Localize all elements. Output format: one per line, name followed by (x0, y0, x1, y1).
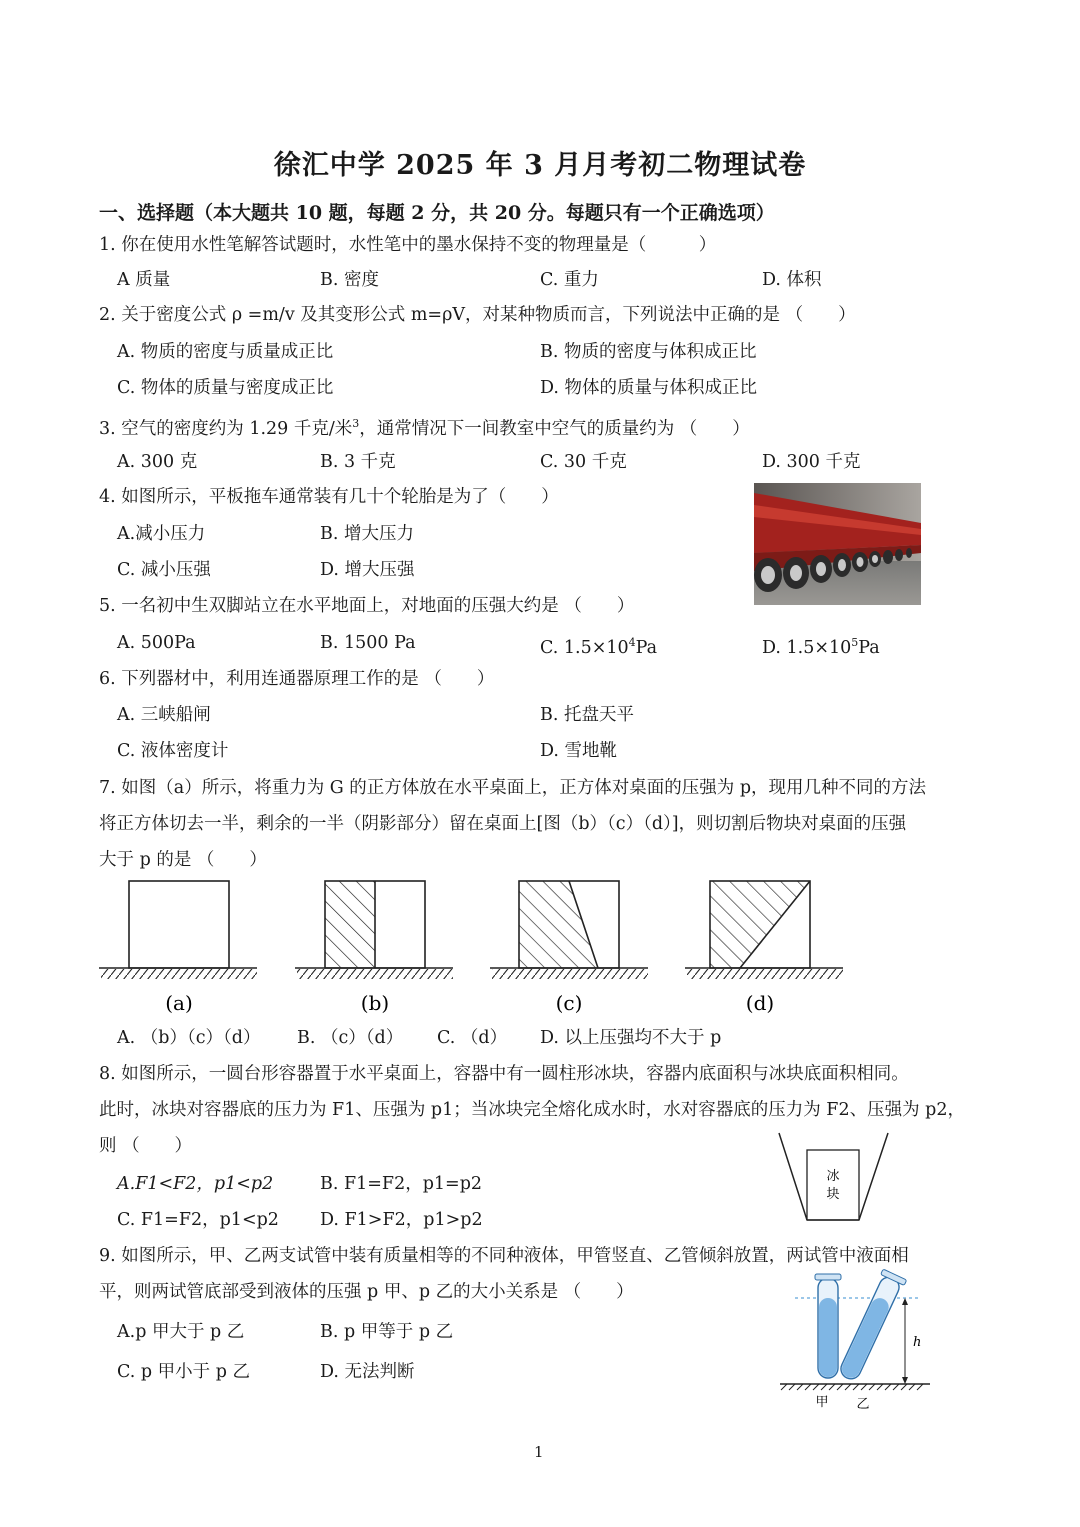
q3-option-c[interactable]: C. 30 千克 (540, 452, 627, 472)
height-label: h (913, 1335, 922, 1350)
q9-test-tubes-figure (775, 1268, 935, 1413)
ice-label-2: 块 (826, 1187, 840, 1202)
question-9-line2: 平，则两试管底部受到液体的压强 p 甲、p 乙的大小关系是 （ ） (99, 1282, 634, 1302)
page-number: 1 (534, 1443, 544, 1461)
question-7-line2: 将正方体切去一半，剩余的一半（阴影部分）留在桌面上[图（b）（c）（d）]，则切割后物块对桌面的压强 (99, 814, 907, 834)
q3-text-after: ，通常情况下一间教室中空气的质量约为 （ ） (359, 418, 750, 439)
q5-option-c-base: C. 1.5×10 (540, 637, 629, 658)
q5-option-c[interactable] (540, 631, 657, 660)
q8-option-b[interactable]: B. F1=F2，p1=p2 (320, 1174, 483, 1194)
question-7-line3: 大于 p 的是 （ ） (99, 850, 267, 870)
q7-option-b[interactable]: B. （c）（d） (297, 1028, 404, 1048)
q4-option-d[interactable]: D. 增大压强 (320, 560, 415, 580)
question-9-line1: 9. 如图所示，甲、乙两支试管中装有质量相等的不同种液体，甲管竖直、乙管倾斜放置，两试管中液面相 (99, 1246, 909, 1266)
q5-option-d[interactable] (762, 631, 880, 660)
question-5: 5. 一名初中生双脚站立在水平地面上，对地面的压强大约是 （ ） (99, 596, 635, 616)
q6-option-b[interactable]: B. 托盘天平 (540, 705, 634, 725)
q2-option-c[interactable]: C. 物体的质量与密度成正比 (117, 378, 334, 398)
flatbed-trailer-photo (754, 483, 921, 605)
question-1: 1. 你在使用水性笔解答试题时，水性笔中的墨水保持不变的物理量是（ ） (99, 235, 717, 255)
tube-yi-label: 乙 (856, 1397, 870, 1412)
q2-option-d[interactable]: D. 物体的质量与体积成正比 (540, 378, 758, 398)
figure-c (490, 881, 648, 979)
q7-option-c[interactable]: C. （d） (437, 1028, 508, 1048)
question-3 (99, 412, 750, 441)
question-6: 6. 下列器材中，利用连通器原理工作的是 （ ） (99, 669, 495, 689)
figure-b (295, 881, 453, 979)
q1-option-c[interactable]: C. 重力 (540, 270, 599, 290)
figure-d-label: (d) (745, 991, 775, 1015)
section-heading: 一、选择题（本大题共 10 题，每题 2 分，共 20 分。每题只有一个正确选项） (99, 202, 775, 224)
figure-c-label: (c) (555, 991, 583, 1015)
q1-option-b[interactable]: B. 密度 (320, 270, 379, 290)
q8-container-figure (775, 1130, 895, 1225)
q1-option-a[interactable]: A 质量 (117, 270, 171, 290)
q4-option-b[interactable]: B. 增大压力 (320, 524, 414, 544)
question-8-line2: 此时，冰块对容器底的压力为 F1、压强为 p1；当冰块完全熔化成水时，水对容器底的压力为 F2、压强为 p2， (99, 1100, 965, 1120)
q6-option-a[interactable]: A. 三峡船闸 (117, 705, 211, 725)
q3-text-before: 3. 空气的密度约为 1.29 千克/米 (99, 418, 353, 439)
q8-option-d[interactable]: D. F1>F2，p1>p2 (320, 1210, 483, 1230)
q4-option-c[interactable]: C. 减小压强 (117, 560, 211, 580)
question-4: 4. 如图所示，平板拖车通常装有几十个轮胎是为了（ ） (99, 487, 559, 507)
q6-option-c[interactable]: C. 液体密度计 (117, 741, 229, 761)
q7-cube-figures (95, 875, 855, 1020)
q2-option-a[interactable]: A. 物质的密度与质量成正比 (117, 342, 334, 362)
q9-option-d[interactable]: D. 无法判断 (320, 1362, 415, 1382)
q3-option-a[interactable]: A. 300 克 (117, 452, 198, 472)
q5-option-a[interactable]: A. 500Pa (117, 633, 196, 653)
q3-exponent: 3 (352, 417, 360, 430)
q5-option-c-unit: Pa (635, 637, 658, 658)
q8-option-c[interactable]: C. F1=F2，p1<p2 (117, 1210, 279, 1230)
q2-option-b[interactable]: B. 物质的密度与体积成正比 (540, 342, 757, 362)
figure-d (685, 881, 843, 979)
figure-a-label: (a) (165, 991, 193, 1015)
figure-b-label: (b) (360, 991, 390, 1015)
q5-option-c-exp: 4 (628, 636, 636, 649)
q3-option-d[interactable]: D. 300 千克 (762, 452, 861, 472)
question-8-line1: 8. 如图所示，一圆台形容器置于水平桌面上，容器中有一圆柱形冰块，容器内底面积与冰块底面积相同。 (99, 1064, 909, 1084)
page-title: 徐汇中学 2025 年 3 月月考初二物理试卷 (273, 150, 807, 181)
q5-option-d-unit: Pa (858, 637, 880, 658)
tube-jia-label: 甲 (815, 1395, 829, 1410)
q5-option-d-exp: 5 (851, 636, 859, 649)
q3-option-b[interactable]: B. 3 千克 (320, 452, 396, 472)
q8-option-a[interactable]: A.F1<F2，p1<p2 (117, 1174, 274, 1194)
q7-option-d[interactable]: D. 以上压强均不大于 p (540, 1028, 722, 1048)
q5-option-d-base: D. 1.5×10 (762, 637, 852, 658)
q6-option-d[interactable]: D. 雪地靴 (540, 741, 618, 761)
q9-option-c[interactable]: C. p 甲小于 p 乙 (117, 1362, 250, 1382)
figure-a (99, 881, 257, 979)
q9-option-a[interactable]: A.p 甲大于 p 乙 (117, 1322, 245, 1342)
question-8-line3: 则 （ ） (99, 1136, 193, 1156)
q7-option-a[interactable]: A. （b）（c）（d） (117, 1028, 261, 1048)
ice-label-1: 冰 (826, 1169, 840, 1184)
question-2: 2. 关于密度公式 ρ =m/v 及其变形公式 m=ρV，对某种物质而言，下列说法中正确的是 （ ） (99, 305, 856, 325)
q4-option-a[interactable]: A.减小压力 (117, 524, 206, 544)
q9-option-b[interactable]: B. p 甲等于 p 乙 (320, 1322, 454, 1342)
q1-option-d[interactable]: D. 体积 (762, 270, 822, 290)
q5-option-b[interactable]: B. 1500 Pa (320, 633, 416, 653)
question-7-line1: 7. 如图（a）所示，将重力为 G 的正方体放在水平桌面上，正方体对桌面的压强为 p，现用几种不同的方法 (99, 778, 927, 798)
